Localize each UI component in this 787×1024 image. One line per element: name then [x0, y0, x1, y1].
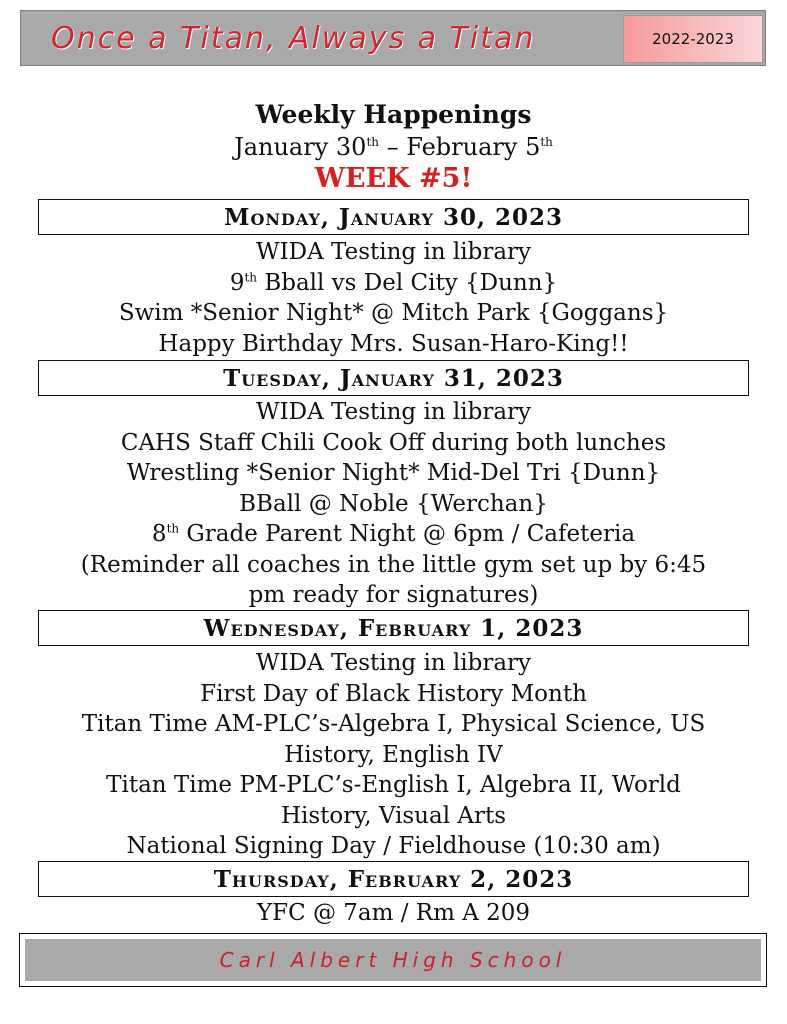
event-item: National Signing Day / Fieldhouse (10:30 am) — [126, 833, 661, 859]
event-item: History, English IV — [284, 741, 503, 768]
event-item: CAHS Staff Chili Cook Off during both lunches — [120, 429, 667, 456]
wednesday-events — [0, 648, 787, 862]
event-item: Wrestling *Senior Night* Mid-Del Tri {Dunn} — [126, 460, 661, 486]
event-item: Happy Birthday Mrs. Susan-Haro-King!! — [158, 330, 629, 357]
motto-text: Once a Titan, Always a Titan — [51, 21, 536, 56]
event-item: History, Visual Arts — [280, 802, 507, 829]
event-item: Titan Time PM-PLC’s-English I, Algebra II, World — [106, 772, 681, 798]
event-item: BBall @ Noble {Werchan} — [239, 490, 548, 517]
day-header-thursday: Thursday, February 2, 2023 — [38, 861, 749, 897]
thursday-events — [0, 898, 787, 929]
date-range: January 30th – February 5th — [234, 133, 553, 161]
event-item: pm ready for signatures) — [248, 582, 539, 608]
monday-events — [0, 237, 787, 359]
title-block — [0, 98, 787, 195]
event-item: WIDA Testing in library — [255, 399, 532, 425]
event-item: YFC @ 7am / Rm A 209 — [256, 900, 531, 926]
day-header-tuesday: Tuesday, January 31, 2023 — [38, 360, 749, 396]
day-header-wednesday: Wednesday, February 1, 2023 — [38, 610, 749, 646]
school-year-badge: 2022-2023 — [623, 15, 763, 63]
tuesday-events — [0, 397, 787, 611]
day-header-monday: Monday, January 30, 2023 — [38, 199, 749, 235]
event-item: 9th Bball vs Del City {Dunn} — [229, 269, 558, 296]
page-title: Weekly Happenings — [255, 100, 532, 129]
event-item: Titan Time AM-PLC’s-Algebra I, Physical Science, US — [81, 711, 706, 737]
event-item: Swim *Senior Night* @ Mitch Park {Goggans} — [118, 300, 669, 326]
event-item: WIDA Testing in library — [255, 239, 532, 265]
week-number: WEEK #5! — [314, 163, 473, 194]
school-name: Carl Albert High School — [25, 939, 761, 981]
event-item: (Reminder all coaches in the little gym set up by 6:45 — [80, 551, 707, 578]
event-item: 8th Grade Parent Night @ 6pm / Cafeteria — [151, 521, 636, 547]
event-item: WIDA Testing in library — [255, 650, 532, 676]
footer-banner — [19, 933, 767, 987]
event-item: First Day of Black History Month — [200, 680, 587, 707]
header-banner — [20, 10, 766, 66]
